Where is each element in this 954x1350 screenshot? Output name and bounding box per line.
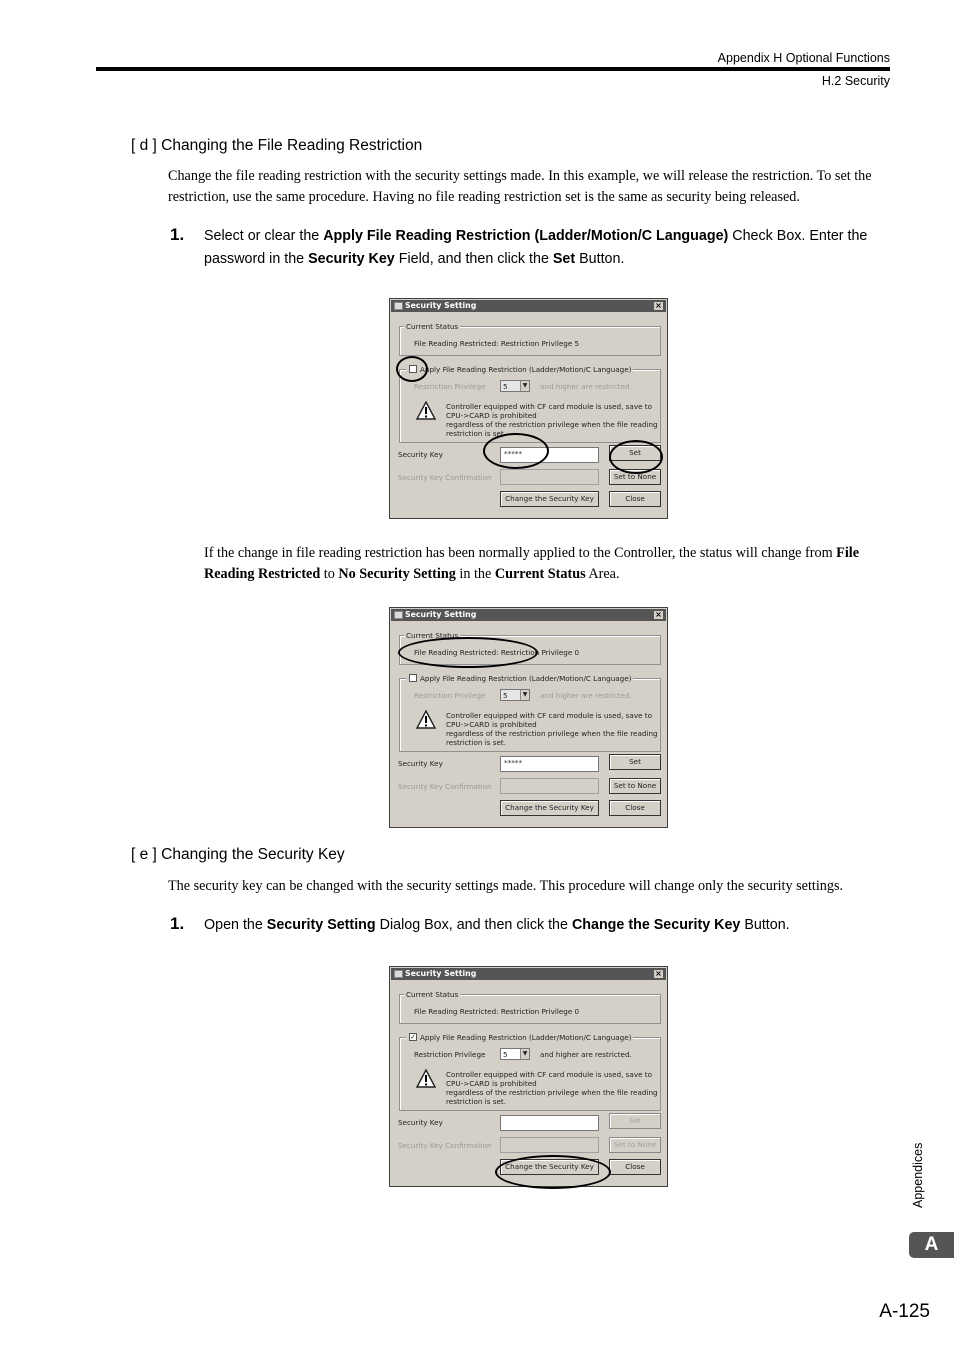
warning-line: CPU->CARD is prohibited: [446, 1079, 537, 1088]
warning-line: Controller equipped with CF card module is used, save to: [446, 1070, 652, 1079]
warning-line: restriction is set.: [446, 738, 507, 747]
highlight-ring: [398, 637, 538, 668]
status-note: If the change in file reading restriction has been normally applied to the Controller, the status will change from File Reading Restricted to No Security Setting in the Current Status Area.: [204, 545, 860, 582]
set-to-none-button[interactable]: Set to None: [609, 469, 661, 485]
page-number: A-125: [879, 1301, 930, 1322]
restriction-privilege-label: Restriction Privilege: [414, 382, 486, 391]
security-key-confirmation-field[interactable]: [500, 778, 599, 794]
warning-icon: [416, 710, 436, 730]
close-icon[interactable]: ×: [653, 610, 664, 620]
header-rule: [96, 67, 890, 71]
app-icon: [394, 970, 403, 978]
status-text: File Reading Restricted: Restriction Privilege 0: [414, 1007, 580, 1016]
warning-line: regardless of the restriction privilege when the file reading: [446, 729, 658, 738]
current-status-label: Current Status: [406, 990, 459, 999]
restriction-privilege-label: Restriction Privilege: [414, 1050, 486, 1059]
warning-line: restriction is set.: [446, 1097, 507, 1106]
security-key-confirmation-field[interactable]: [500, 469, 599, 485]
step-number: 1.: [170, 914, 185, 933]
close-button[interactable]: Close: [609, 1159, 661, 1175]
checkbox-label: Apply File Reading Restriction (Ladder/Motion/C Language): [420, 674, 632, 683]
current-status-group: [399, 322, 661, 356]
security-key-label: Security Key: [398, 450, 443, 459]
warning-line: regardless of the restriction privilege when the file reading: [446, 1088, 658, 1097]
security-key-confirmation-field[interactable]: [500, 1137, 599, 1153]
section-e-intro: The security key can be changed with the security settings made. This procedure will change only the security settings.: [168, 878, 844, 894]
set-button[interactable]: Set: [609, 1113, 661, 1129]
security-key-label: Security Key: [398, 759, 443, 768]
privilege-value: 5: [503, 382, 508, 391]
dialog-title-bar: [391, 968, 666, 980]
set-button[interactable]: Set: [609, 754, 661, 770]
warning-icon: [416, 401, 436, 421]
chevron-down-icon: ▼: [520, 690, 529, 700]
warning-line: CPU->CARD is prohibited: [446, 720, 537, 729]
restriction-privilege-label: Restriction Privilege: [414, 691, 486, 700]
privilege-suffix: and higher are restricted.: [540, 382, 632, 391]
current-status-label: Current Status: [406, 631, 459, 640]
section-d-intro: Change the file reading restriction with the security settings made. In this example, we will release the restriction. To set the restriction, use the same procedure. Having no file reading restriction set is the same as security being released.: [168, 168, 872, 205]
security-key-field[interactable]: *****: [500, 756, 599, 772]
privilege-suffix: and higher are restricted.: [540, 1050, 632, 1059]
apply-restriction-checkbox[interactable]: [409, 674, 417, 682]
privilege-value: 5: [503, 691, 508, 700]
current-status-label: Current Status: [406, 322, 459, 331]
close-button[interactable]: Close: [609, 800, 661, 816]
warning-line: restriction is set.: [446, 429, 507, 438]
security-setting-dialog: [389, 298, 668, 519]
side-tab-label: Appendices: [911, 1142, 925, 1208]
security-key-confirmation-label: Security Key Confirmation: [398, 782, 492, 791]
security-setting-dialog: [389, 966, 668, 1187]
warning-icon: [416, 1069, 436, 1089]
security-key-confirmation-label: Security Key Confirmation: [398, 1141, 492, 1150]
highlight-ring: [495, 1155, 611, 1189]
highlight-ring: [483, 433, 549, 469]
section-d-title: [ d ] Changing the File Reading Restriction: [131, 137, 423, 154]
privilege-suffix: and higher are restricted.: [540, 691, 632, 700]
warning-line: CPU->CARD is prohibited: [446, 411, 537, 420]
security-key-label: Security Key: [398, 1118, 443, 1127]
step-instruction: Select or clear the Apply File Reading Restriction (Ladder/Motion/C Language) Check Box. Enter the password in the Security Key Field, and then click the Set Button.: [204, 228, 868, 267]
change-security-key-button[interactable]: Change the Security Key: [500, 1159, 599, 1175]
dialog-title: Security Setting: [405, 301, 477, 310]
restriction-group: [399, 674, 661, 752]
app-icon: [394, 611, 403, 619]
restriction-privilege-select[interactable]: [500, 380, 530, 392]
set-to-none-button[interactable]: Set to None: [609, 1137, 661, 1153]
checkbox-label: Apply File Reading Restriction (Ladder/Motion/C Language): [420, 365, 632, 374]
warning-line: Controller equipped with CF card module is used, save to: [446, 402, 652, 411]
set-button[interactable]: Set: [609, 445, 661, 461]
side-tab-letter: A: [909, 1232, 954, 1258]
restriction-group: [399, 1033, 661, 1111]
set-to-none-button[interactable]: Set to None: [609, 778, 661, 794]
dialog-title-bar: [391, 609, 666, 621]
checkbox-label: Apply File Reading Restriction (Ladder/Motion/C Language): [420, 1033, 632, 1042]
step-instruction: Open the Security Setting Dialog Box, and then click the Change the Security Key Button.: [204, 917, 790, 933]
chevron-down-icon: ▼: [520, 1049, 529, 1059]
restriction-privilege-select[interactable]: [500, 1048, 530, 1060]
close-button[interactable]: Close: [609, 491, 661, 507]
privilege-value: 5: [503, 1050, 508, 1059]
close-icon[interactable]: ×: [653, 301, 664, 311]
section-e-title: [ e ] Changing the Security Key: [131, 846, 345, 863]
dialog-title: Security Setting: [405, 610, 477, 619]
restriction-privilege-select[interactable]: [500, 689, 530, 701]
step-number: 1.: [170, 225, 185, 244]
warning-line: regardless of the restriction privilege when the file reading: [446, 420, 658, 429]
security-key-field[interactable]: [500, 1115, 599, 1131]
apply-restriction-checkbox[interactable]: ✓: [410, 1033, 416, 1041]
highlight-ring: [609, 440, 663, 474]
restriction-group: [399, 365, 661, 443]
current-status-group: [399, 990, 661, 1024]
security-key-confirmation-label: Security Key Confirmation: [398, 473, 492, 482]
warning-line: Controller equipped with CF card module is used, save to: [446, 711, 652, 720]
change-security-key-button[interactable]: Change the Security Key: [500, 491, 599, 507]
change-security-key-button[interactable]: Change the Security Key: [500, 800, 599, 816]
status-text: File Reading Restricted: Restriction Privilege 0: [414, 648, 580, 657]
header-section: H.2 Security: [821, 74, 890, 88]
chevron-down-icon: ▼: [520, 381, 529, 391]
status-text: File Reading Restricted: Restriction Privilege 5: [414, 339, 580, 348]
app-icon: [394, 302, 403, 310]
dialog-title: Security Setting: [405, 969, 477, 978]
highlight-ring: [396, 356, 428, 382]
security-key-field[interactable]: *****: [500, 447, 599, 463]
close-icon[interactable]: ×: [653, 969, 664, 979]
header-chapter: Appendix H Optional Functions: [717, 51, 890, 65]
dialog-title-bar: [391, 300, 666, 312]
